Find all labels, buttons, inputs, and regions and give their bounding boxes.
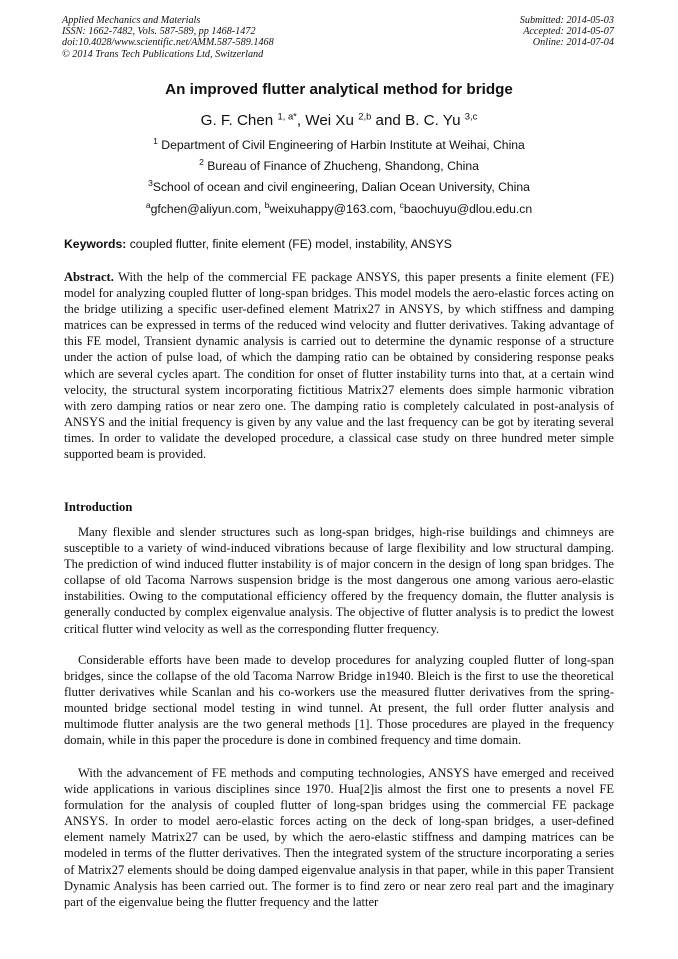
intro-paragraph-3: With the advancement of FE methods and computing technologies, ANSYS have emerged and received wide applications in various disciplines since 1970. Hua[2]is almost the first one to presents a novel FE formulation for the analysis of coupled flutter of long-span bridges using the commercial FE package ANSYS. In order to model aero-elastic forces acting on the deck of long-span bridges, a user-defined element namely Matrix27 can be used, by which the aero-elastic stiffness and damping matrices can be modeled in terms of the flutter derivatives. Then the integrated system of the structure incorporating a series of Matrix27 elements should be doing damped eigenvalue analysis in that paper, while in this paper Transient Dynamic Analysis has been carried out. The former is to find zero or near zero real part and the imaginary part of the eigenvalue being the flutter frequency and the latter: [64, 766, 614, 909]
affiliation-1: [0, 135, 678, 152]
publication-dates: [520, 15, 614, 49]
intro-paragraph-1: Many flexible and slender structures such as long-span bridges, high-rise buildings and chimneys are susceptible to a variety of wind-induced vibrations because of large flexibility and low structural damping. The prediction of wind induced flutter instability is of major concern in the design of long span bridges. The collapse of old Tacoma Narrows suspension bridge is the most dangerous one among various aero-elastic instabilities. Owing to the computational efficiency offered by the frequency domain, the flutter analysis is generally conducted by complex eigenvalue analysis. The objective of flutter analysis is to predict the lowest critical flutter wind velocity as well as the corresponding flutter frequency.: [64, 525, 614, 636]
affiliation-text: School of ocean and civil engineering, Dalian Ocean University, China: [152, 180, 530, 194]
author-2-sup: 2,b: [358, 110, 372, 122]
keywords-text: coupled flutter, finite element (FE) model, instability, ANSYS: [126, 237, 452, 251]
author-3-sup: 3,c: [464, 110, 478, 122]
author-separator: and: [371, 112, 406, 129]
affiliation-2: [0, 156, 678, 173]
keywords: [64, 237, 452, 251]
section-heading-introduction: Introduction: [64, 500, 133, 514]
author-emails: [0, 199, 678, 216]
affiliation-text: Bureau of Finance of Zhucheng, Shandong, China: [203, 159, 479, 173]
author-1: G. F. Chen: [200, 112, 274, 129]
submitted-date: Submitted: 2014-05-03: [519, 15, 614, 26]
abstract: [64, 269, 614, 462]
journal-issn: ISSN: 1662-7482, Vols. 587-589, pp 1468-1472: [62, 26, 256, 38]
author-2: Wei Xu: [305, 112, 354, 129]
email-sup: a: [145, 199, 151, 210]
journal-doi: doi:10.4028/www.scientific.net/AMM.587-589.1468: [62, 37, 274, 49]
affiliation-sup: 1: [153, 135, 158, 146]
email-c: baochuyu@dlou.edu.cn: [403, 202, 533, 216]
email-sup: c: [399, 199, 404, 210]
affiliation-text: Department of Civil Engineering of Harbin Institute at Weihai, China: [157, 138, 525, 152]
abstract-label: Abstract.: [64, 270, 114, 284]
affiliation-3: [0, 177, 678, 194]
email-a: gfchen@aliyun.com,: [150, 202, 265, 216]
affiliation-sup: 3: [148, 177, 153, 188]
author-1-sup: 1, a*: [277, 110, 297, 122]
affiliation-sup: 2: [199, 156, 204, 167]
email-sup: b: [264, 199, 270, 210]
journal-name: Applied Mechanics and Materials: [62, 15, 201, 26]
author-separator: ,: [296, 112, 306, 129]
online-date: Online: 2014-07-04: [532, 37, 614, 49]
abstract-text: With the help of the commercial FE package ANSYS, this paper presents a finite element (FE) model for analyzing coupled flutter of long-span bridges. This model models the aero-elastic forces acting on the bridge utilizing a specific user-defined element Matrix27 in ANSYS, by which stiffness and damping matrices can be expressed in terms of the reduced wind velocity and flutter derivatives. Taking advantage of this FE model, Transient dynamic analysis is carried out to determine the dynamic response of a structure under the action of pulse load, of which the damping ratio can be obtained by considering response peaks which are several cycles apart. The condition for onset of flutter instability turns into that, at a certain wind velocity, the structural system incorporating fictitious Matrix27 elements does simple harmonic vibration with zero damping ratios or near zero one. The damping ratio is completely calculated in post-analysis of ANSYS and the initial frequency is given by any value and the last frequency can be got by iterating several times. In order to validate the developed procedure, a classical case study on three hundred meter simple supported beam is provided.: [64, 270, 614, 462]
journal-copyright: © 2014 Trans Tech Publications Ltd, Switzerland: [62, 48, 264, 60]
paper-title: An improved flutter analytical method for bridge: [165, 81, 513, 98]
keywords-label: Keywords:: [64, 237, 127, 251]
intro-paragraph-2: Considerable efforts have been made to develop procedures for analyzing coupled flutter of long-span bridges, since the collapse of the old Tacoma Narrow Bridge in1940. Bleich is the first to use the theoretical flutter derivatives while Scanlan and his co-workers use the measured flutter derivatives from the spring-mounted bridge sectional model testing in wind tunnel. At present, the full order flutter analysis and multimode flutter analysis are the two general methods [1]. Those procedures are played in the frequency domain, while in this paper the procedure is done in combined frequency and time domain.: [64, 653, 614, 748]
author-list: [0, 112, 678, 129]
accepted-date: Accepted: 2014-05-07: [523, 26, 614, 38]
author-3: B. C. Yu: [405, 112, 461, 129]
email-b: weixuhappy@163.com,: [269, 202, 400, 216]
journal-info: [62, 15, 274, 60]
